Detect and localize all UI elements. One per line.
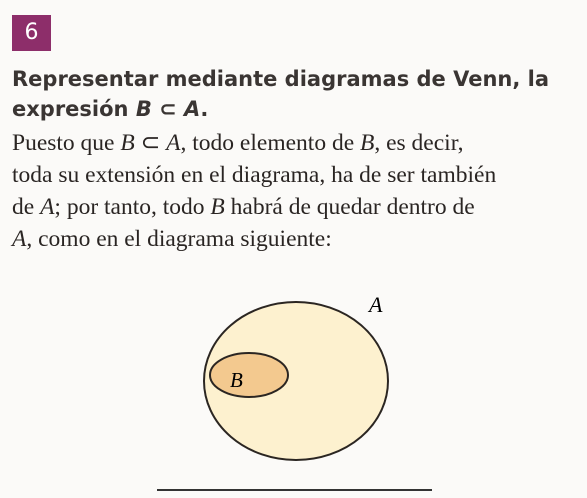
set-b-italic: B <box>120 130 135 156</box>
title-set-b: B <box>135 97 152 121</box>
text-fragment: Puesto que <box>12 130 121 156</box>
title-subset-symbol: ⊂ <box>151 97 185 121</box>
venn-diagram <box>0 280 587 480</box>
paragraph-line-1 <box>12 127 587 159</box>
paragraph-line-2: toda su extensión en el diagrama, ha de ser también <box>12 162 497 188</box>
text-fragment: , es decir, <box>374 130 464 156</box>
set-b-italic: B <box>360 130 375 156</box>
bottom-rule <box>157 489 432 491</box>
text-fragment: habrá de quedar dentro de <box>224 194 475 220</box>
set-a-italic: A <box>40 194 55 220</box>
set-b-ellipse <box>210 353 288 397</box>
text-fragment: ; por tanto, todo <box>54 194 211 220</box>
paragraph-line-4 <box>12 223 587 255</box>
set-a-italic: A <box>12 226 27 252</box>
subset-symbol: ⊂ <box>134 130 167 156</box>
text-fragment: de <box>12 194 41 220</box>
explanation-paragraph <box>12 127 587 255</box>
set-b-label: B <box>230 368 243 392</box>
set-b-italic: B <box>210 194 225 220</box>
set-a-italic: A <box>166 130 181 156</box>
exercise-title <box>12 64 572 124</box>
paragraph-line-3 <box>12 191 587 223</box>
title-set-a: A <box>184 97 201 121</box>
text-fragment: , como en el diagrama siguiente: <box>26 226 332 252</box>
set-a-label: A <box>369 292 383 317</box>
exercise-number-badge: 6 <box>12 15 51 51</box>
title-line-2-prefix: expresión <box>12 97 136 121</box>
title-line-1: Representar mediante diagramas de Venn, la <box>12 67 549 91</box>
title-period: . <box>200 97 209 121</box>
text-fragment: , todo elemento de <box>180 130 360 156</box>
